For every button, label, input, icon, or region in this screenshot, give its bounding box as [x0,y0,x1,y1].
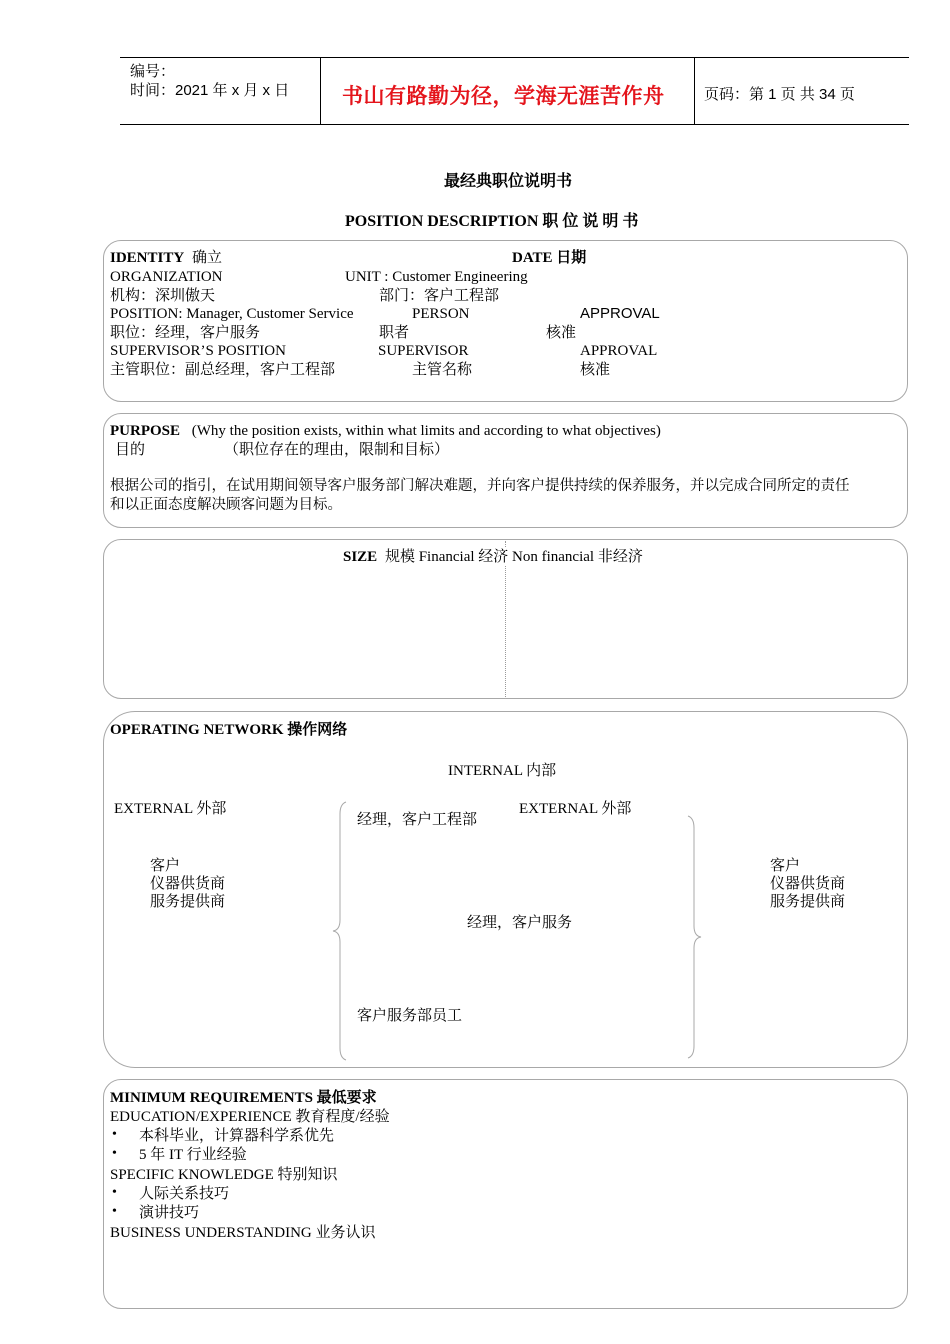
education-item: 5 年 IT 行业经验 [139,1147,247,1163]
header-time-label: 时间：2021 年 x 月 x 日 [130,82,290,99]
network-external-right: EXTERNAL 外部 [519,801,632,817]
identity-org-cn: 机构：深圳傲天 [110,288,216,304]
purpose-heading [110,422,661,440]
purpose-body-line1: 根据公司的指引，在试用期间领导客户服务部门解决难题，并向客户提供持续的保养服务，并以完成合同所定的责任 [110,478,850,494]
header-page-info: 页码：第 1 页 共 34 页 [704,86,855,103]
network-center-mid: 经理，客户服务 [467,915,573,931]
identity-approval2-cn: 核准 [580,362,611,378]
knowledge-heading: SPECIFIC KNOWLEDGE 特别知识 [110,1167,338,1183]
size-heading-text: 规模 Financial 经济 Non financial 非经济 [384,549,643,565]
network-center-bottom: 客户服务部员工 [357,1008,463,1024]
education-item: 本科毕业，计算器科学系优先 [139,1128,335,1144]
network-right-brace [684,814,704,1060]
network-left-item: 客户 [150,858,181,874]
identity-supervisor-pos-en: SUPERVISOR’S POSITION [110,343,286,359]
identity-approval2-en: APPROVAL [580,343,658,359]
bullet-icon: • [112,1127,117,1142]
network-left-item: 服务提供商 [150,894,226,910]
education-heading: EDUCATION/EXPERIENCE 教育程度/经验 [110,1109,390,1125]
header-motto: 书山有路勤为径，学海无涯苦作舟 [342,85,665,108]
network-center-top: 经理，客户工程部 [357,812,478,828]
identity-org-en: ORGANIZATION [110,269,223,285]
identity-approval1-en: APPROVAL [580,305,660,322]
purpose-heading-cn-desc: （职位存在的理由，限制和目标） [224,442,450,458]
knowledge-item: 人际关系技巧 [139,1186,230,1202]
identity-person-en: PERSON [412,306,470,322]
identity-unit-cn: 部门：客户工程部 [379,288,500,304]
header-divider-1 [320,57,321,124]
identity-position-cn: 职位：经理，客户服务 [110,325,261,341]
identity-position-en: POSITION: Manager, Customer Service [110,306,354,322]
page-title: 最经典职位说明书 [444,173,573,190]
identity-unit-en: UNIT : Customer Engineering [345,269,528,285]
identity-supervisor-pos-cn: 主管职位：副总经理，客户工程部 [110,362,336,378]
identity-supervisor-en: SUPERVISOR [378,343,469,359]
identity-person-cn: 职者 [379,325,410,341]
identity-supervisor-cn: 主管名称 [412,362,473,378]
header-top-rule [120,57,909,58]
network-right-item: 服务提供商 [770,894,846,910]
bullet-icon: • [112,1146,117,1161]
page-subtitle: POSITION DESCRIPTION 职 位 说 明 书 [345,213,639,230]
header-bottom-rule [120,124,909,125]
header-number-label: 编号： [130,63,176,80]
network-heading: OPERATING NETWORK 操作网络 [110,722,348,738]
network-left-item: 仪器供货商 [150,876,226,892]
identity-heading-en: IDENTITY [110,250,185,266]
knowledge-item: 演讲技巧 [139,1205,200,1221]
business-heading: BUSINESS UNDERSTANDING 业务认识 [110,1225,376,1241]
purpose-heading-desc: (Why the position exists, within what limits and according to what objectives) [191,423,661,439]
purpose-heading-cn: 目的 [115,442,146,458]
bullet-icon: • [112,1185,117,1200]
network-right-item: 客户 [770,858,801,874]
purpose-heading-en: PURPOSE [110,423,181,439]
identity-approval1-cn: 核准 [546,325,577,341]
size-heading [343,548,645,566]
identity-date: DATE 日期 [512,250,587,266]
network-left-brace [330,800,350,1062]
size-heading-en: SIZE [343,549,378,565]
network-right-item: 仪器供货商 [770,876,846,892]
purpose-body-line2: 和以正面态度解决顾客问题为目标。 [110,497,342,513]
identity-heading-cn: 确立 [191,250,222,266]
bullet-icon: • [112,1204,117,1219]
network-internal: INTERNAL 内部 [448,763,557,779]
identity-heading [110,249,222,267]
header-divider-2 [694,57,695,124]
network-external-left: EXTERNAL 外部 [114,801,227,817]
requirements-heading: MINIMUM REQUIREMENTS 最低要求 [110,1090,377,1106]
